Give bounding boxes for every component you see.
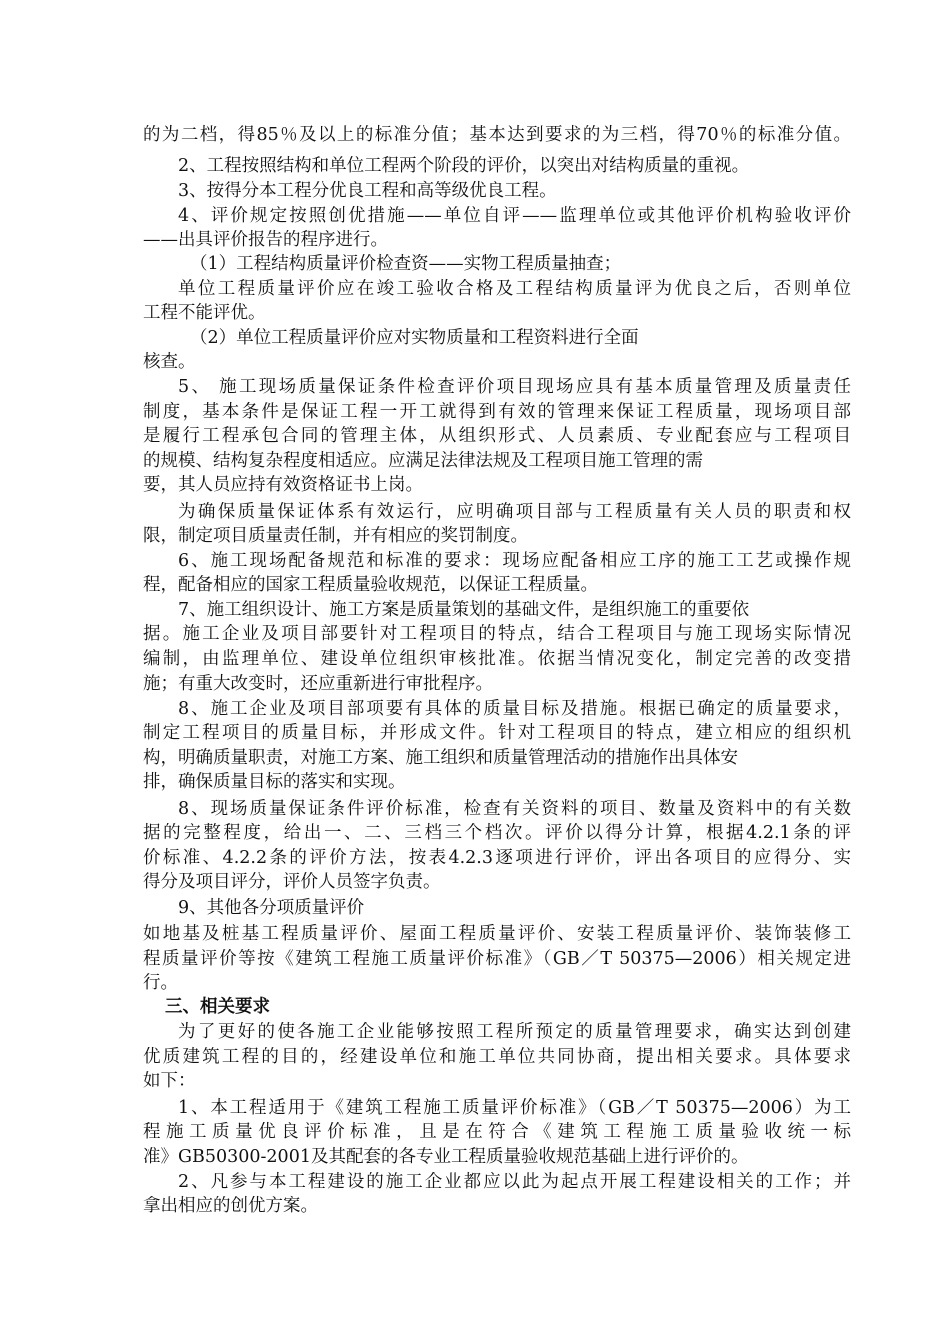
text-line: 核查。 xyxy=(143,352,196,372)
text-line: 的规模、结构复杂程度相适应。应满足法律法规及工程项目施工管理的需 xyxy=(143,451,703,471)
text-line: 如下： xyxy=(143,1071,196,1091)
text-line: 准》GB50300-2001及其配套的各专业工程质量验收规范基础上进行评价的。 xyxy=(143,1147,749,1167)
text-line: 优质建筑工程的目的，经建设单位和施工单位共同协商，提出相关要求。具体要求 xyxy=(143,1047,851,1067)
text-line: （1）工程结构质量评价检查资——实物工程质量抽查； xyxy=(190,254,622,274)
text-line: 单位工程质量评价应在竣工验收合格及工程结构质量评为优良之后，否则单位 xyxy=(178,279,851,299)
text-line: 如地基及桩基工程质量评价、屋面工程质量评价、安装工程质量评价、装饰装修工 xyxy=(143,924,851,944)
text-line: 价标准、4.2.2条的评价方法，按表4.2.3逐项进行评价，评出各项目的应得分、实 xyxy=(143,848,851,868)
text-line: 为确保质量保证体系有效运行，应明确项目部与工程质量有关人员的职责和权 xyxy=(178,502,851,522)
text-line: 的为二档，得85％及以上的标准分值；基本达到要求的为三档，得70％的标准分值。 xyxy=(143,125,851,145)
text-line: 得分及项目评分，评价人员签字负责。 xyxy=(143,872,441,892)
text-line: ——出具评价报告的程序进行。 xyxy=(143,230,388,250)
text-line: 拿出相应的创优方案。 xyxy=(143,1196,318,1216)
text-line: 是履行工程承包合同的管理主体，从组织形式、人员素质、专业配套应与工程项目 xyxy=(143,426,851,446)
text-line: 程质量评价等按《建筑工程施工质量评价标准》（GB／T 50375—2006）相关规定进 xyxy=(143,949,851,969)
text-line: 程施工质量优良评价标准，且是在符合《建筑工程施工质量验收统一标 xyxy=(143,1122,851,1142)
text-line: 8、现场质量保证条件评价标准，检查有关资料的项目、数量及资料中的有关数 xyxy=(178,799,851,819)
text-line: 2、工程按照结构和单位工程两个阶段的评价，以突出对结构质量的重视。 xyxy=(178,156,750,176)
section-heading: 三、相关要求 xyxy=(165,997,270,1017)
text-line: 编制，由监理单位、建设单位组织审核批准。依据当情况变化，制定完善的改变措 xyxy=(143,649,851,669)
text-line: 排，确保质量目标的落实和实现。 xyxy=(143,772,406,792)
text-line: 施；有重大改变时，还应重新进行审批程序。 xyxy=(143,674,493,694)
text-line: 4、评价规定按照创优措施——单位自评——监理单位或其他评价机构验收评价 xyxy=(178,206,851,226)
text-line: 程，配备相应的国家工程质量验收规范，以保证工程质量。 xyxy=(143,575,598,595)
text-line: 1、本工程适用于《建筑工程施工质量评价标准》（GB／T 50375—2006）为工 xyxy=(178,1098,851,1118)
text-line: 据的完整程度，给出一、二、三档三个档次。评价以得分计算，根据4.2.1条的评 xyxy=(143,823,851,843)
text-line: 限，制定项目质量责任制，并有相应的奖罚制度。 xyxy=(143,526,528,546)
text-line: 8、施工企业及项目部项要有具体的质量目标及措施。根据已确定的质量要求， xyxy=(178,699,851,719)
text-line: 2、凡参与本工程建设的施工企业都应以此为起点开展工程建设相关的工作；并 xyxy=(178,1172,851,1192)
text-line: 6、施工现场配备规范和标准的要求：现场应配备相应工序的施工工艺或操作规 xyxy=(178,551,851,571)
text-line: 3、按得分本工程分优良工程和高等级优良工程。 xyxy=(178,181,557,201)
text-line: 构，明确质量职责，对施工方案、施工组织和质量管理活动的措施作出具体安 xyxy=(143,748,738,768)
text-line: 制定工程项目的质量目标，并形成文件。针对工程项目的特点，建立相应的组织机 xyxy=(143,723,851,743)
text-line: 9、其他各分项质量评价 xyxy=(178,898,365,918)
text-line: 5、 施工现场质量保证条件检查评价项目现场应具有基本质量管理及质量责任 xyxy=(178,377,851,397)
text-line: （2）单位工程质量评价应对实物质量和工程资料进行全面 xyxy=(190,328,639,348)
text-line: 制度，基本条件是保证工程一开工就得到有效的管理来保证工程质量，现场项目部 xyxy=(143,402,851,422)
text-line: 要，其人员应持有效资格证书上岗。 xyxy=(143,475,423,495)
text-line: 行。 xyxy=(143,973,178,993)
text-line: 据。施工企业及项目部要针对工程项目的特点，结合工程项目与施工现场实际情况 xyxy=(143,624,851,644)
text-line: 为了更好的使各施工企业能够按照工程所预定的质量管理要求，确实达到创建 xyxy=(178,1022,851,1042)
text-line: 工程不能评优。 xyxy=(143,303,266,323)
text-line: 7、施工组织设计、施工方案是质量策划的基础文件，是组织施工的重要依 xyxy=(178,600,750,620)
